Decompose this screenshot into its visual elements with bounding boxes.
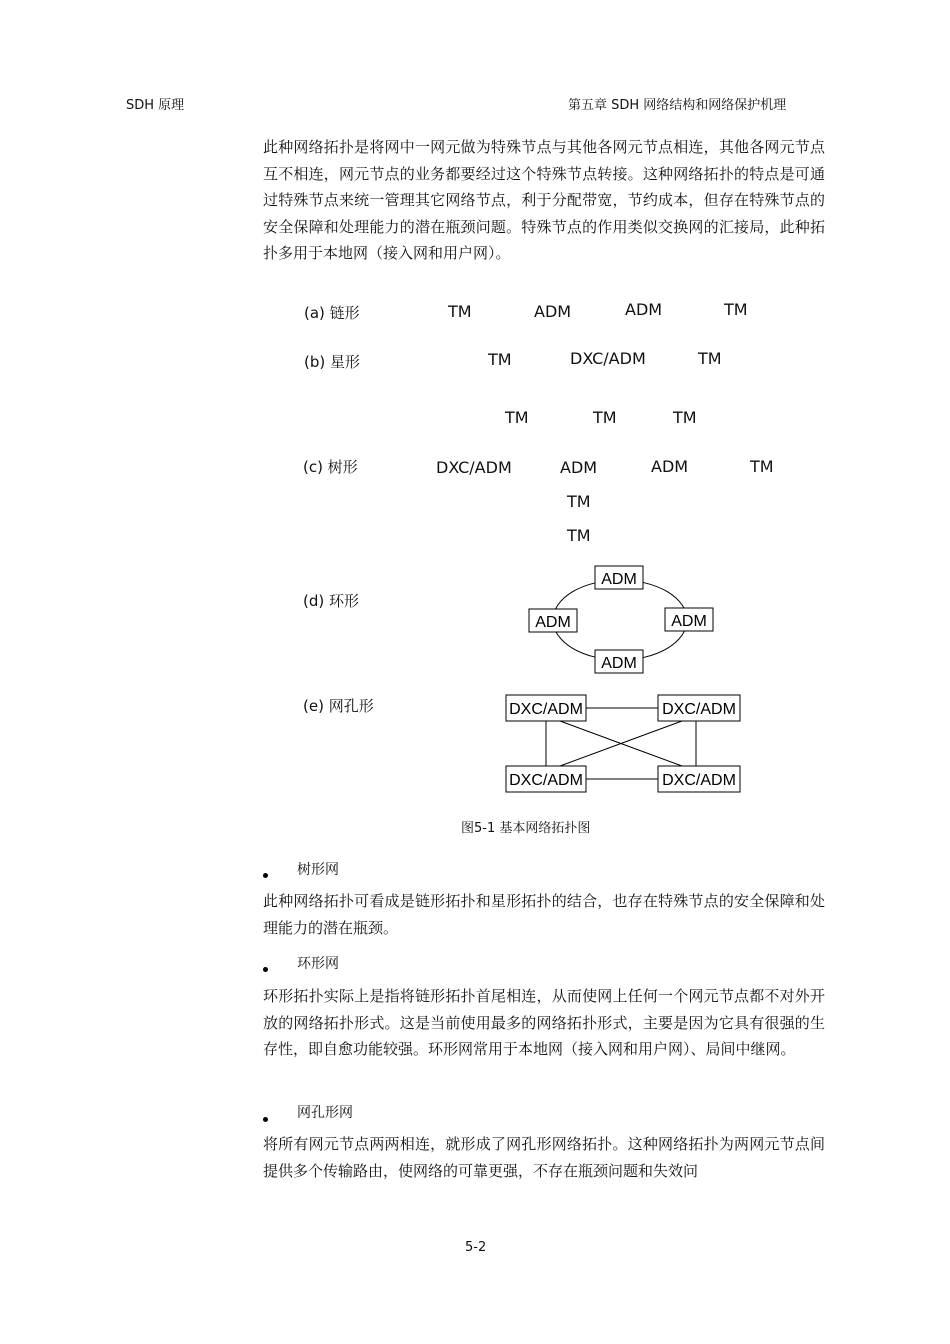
section-title: 网孔形网: [297, 1105, 353, 1121]
tree-node: TM: [750, 457, 774, 476]
ring-node: [529, 609, 577, 632]
svg-text:ADM: ADM: [535, 614, 571, 631]
chain-node: ADM: [534, 302, 572, 321]
tree-top-node: TM: [505, 408, 529, 427]
mesh-diagram: [500, 690, 750, 800]
ring-label: (d) 环形: [303, 592, 359, 610]
bullet-icon: [263, 873, 268, 878]
svg-text:ADM: ADM: [601, 571, 637, 588]
section-body: 环形拓扑实际上是指将链形拓扑首尾相连，从而使网上任何一个网元节点都不对外开放的网络拓扑形式。这是当前使用最多的网络拓扑形式，主要是因为它具有很强的生存性，即自愈功能较强。环形网常用于本地网（接入网和用户网）、局间中继网。: [263, 987, 825, 1058]
ring-diagram: [520, 560, 720, 680]
intro-paragraph: 此种网络拓扑是将网中一网元做为特殊节点与其他各网元节点相连，其他各网元节点互不相连，网元节点的业务都要经过这个特殊节点转接。这种网络拓扑的特点是可通过特殊节点来统一管理其它网络节点，利于分配带宽，节约成本，但存在特殊节点的安全保障和处理能力的潜在瓶颈问题。特殊节点的作用类似交换网的汇接局，此种拓扑多用于本地网（接入网和用户网）。: [263, 138, 825, 262]
svg-text:ADM: ADM: [671, 613, 707, 630]
section-title: 树形网: [297, 862, 339, 878]
section-title: 环形网: [297, 956, 339, 972]
mesh-node: [506, 695, 586, 721]
ring-node: [595, 566, 643, 589]
mesh-node: [658, 695, 740, 721]
ring-node: [595, 650, 643, 673]
star-node: DXC/ADM: [570, 349, 646, 368]
mesh-label: (e) 网孔形: [303, 697, 374, 715]
tree-top-node: TM: [593, 408, 617, 427]
chain-node: ADM: [625, 300, 663, 319]
svg-text:DXC/ADM: DXC/ADM: [509, 701, 583, 718]
chain-node: TM: [724, 300, 748, 319]
header-right: 第五章 SDH 网络结构和网络保护机理: [568, 98, 787, 113]
star-node: TM: [488, 350, 512, 369]
tree-top-node: TM: [673, 408, 697, 427]
svg-text:DXC/ADM: DXC/ADM: [662, 772, 736, 789]
section-body: 此种网络拓扑可看成是链形拓扑和星形拓扑的结合，也存在特殊节点的安全保障和处理能力的潜在瓶颈。: [263, 892, 825, 937]
star-label: (b) 星形: [304, 353, 360, 371]
chain-label: (a) 链形: [304, 304, 360, 322]
svg-text:ADM: ADM: [601, 655, 637, 672]
header-left: SDH 原理: [126, 98, 185, 113]
svg-text:DXC/ADM: DXC/ADM: [509, 772, 583, 789]
tree-bottom-node: TM: [567, 492, 591, 511]
ring-node: [665, 608, 713, 631]
figure-caption: 图5-1 基本网络拓扑图: [461, 821, 591, 836]
tree-bottom-node: TM: [567, 526, 591, 545]
svg-text:DXC/ADM: DXC/ADM: [662, 701, 736, 718]
tree-label: (c) 树形: [303, 458, 358, 476]
section-body: 将所有网元节点两两相连，就形成了网孔形网络拓扑。这种网络拓扑为两网元节点间提供多个传输路由，使网络的可靠更强，不存在瓶颈问题和失效问: [263, 1135, 825, 1180]
bullet-icon: [263, 1117, 268, 1122]
page-number: 5-2: [465, 1240, 487, 1255]
tree-node: ADM: [560, 458, 598, 477]
chain-node: TM: [448, 302, 472, 321]
bullet-icon: [263, 967, 268, 972]
mesh-node: [658, 766, 740, 792]
mesh-node: [506, 766, 586, 792]
tree-node: ADM: [651, 457, 689, 476]
tree-node: DXC/ADM: [436, 458, 512, 477]
star-node: TM: [698, 349, 722, 368]
